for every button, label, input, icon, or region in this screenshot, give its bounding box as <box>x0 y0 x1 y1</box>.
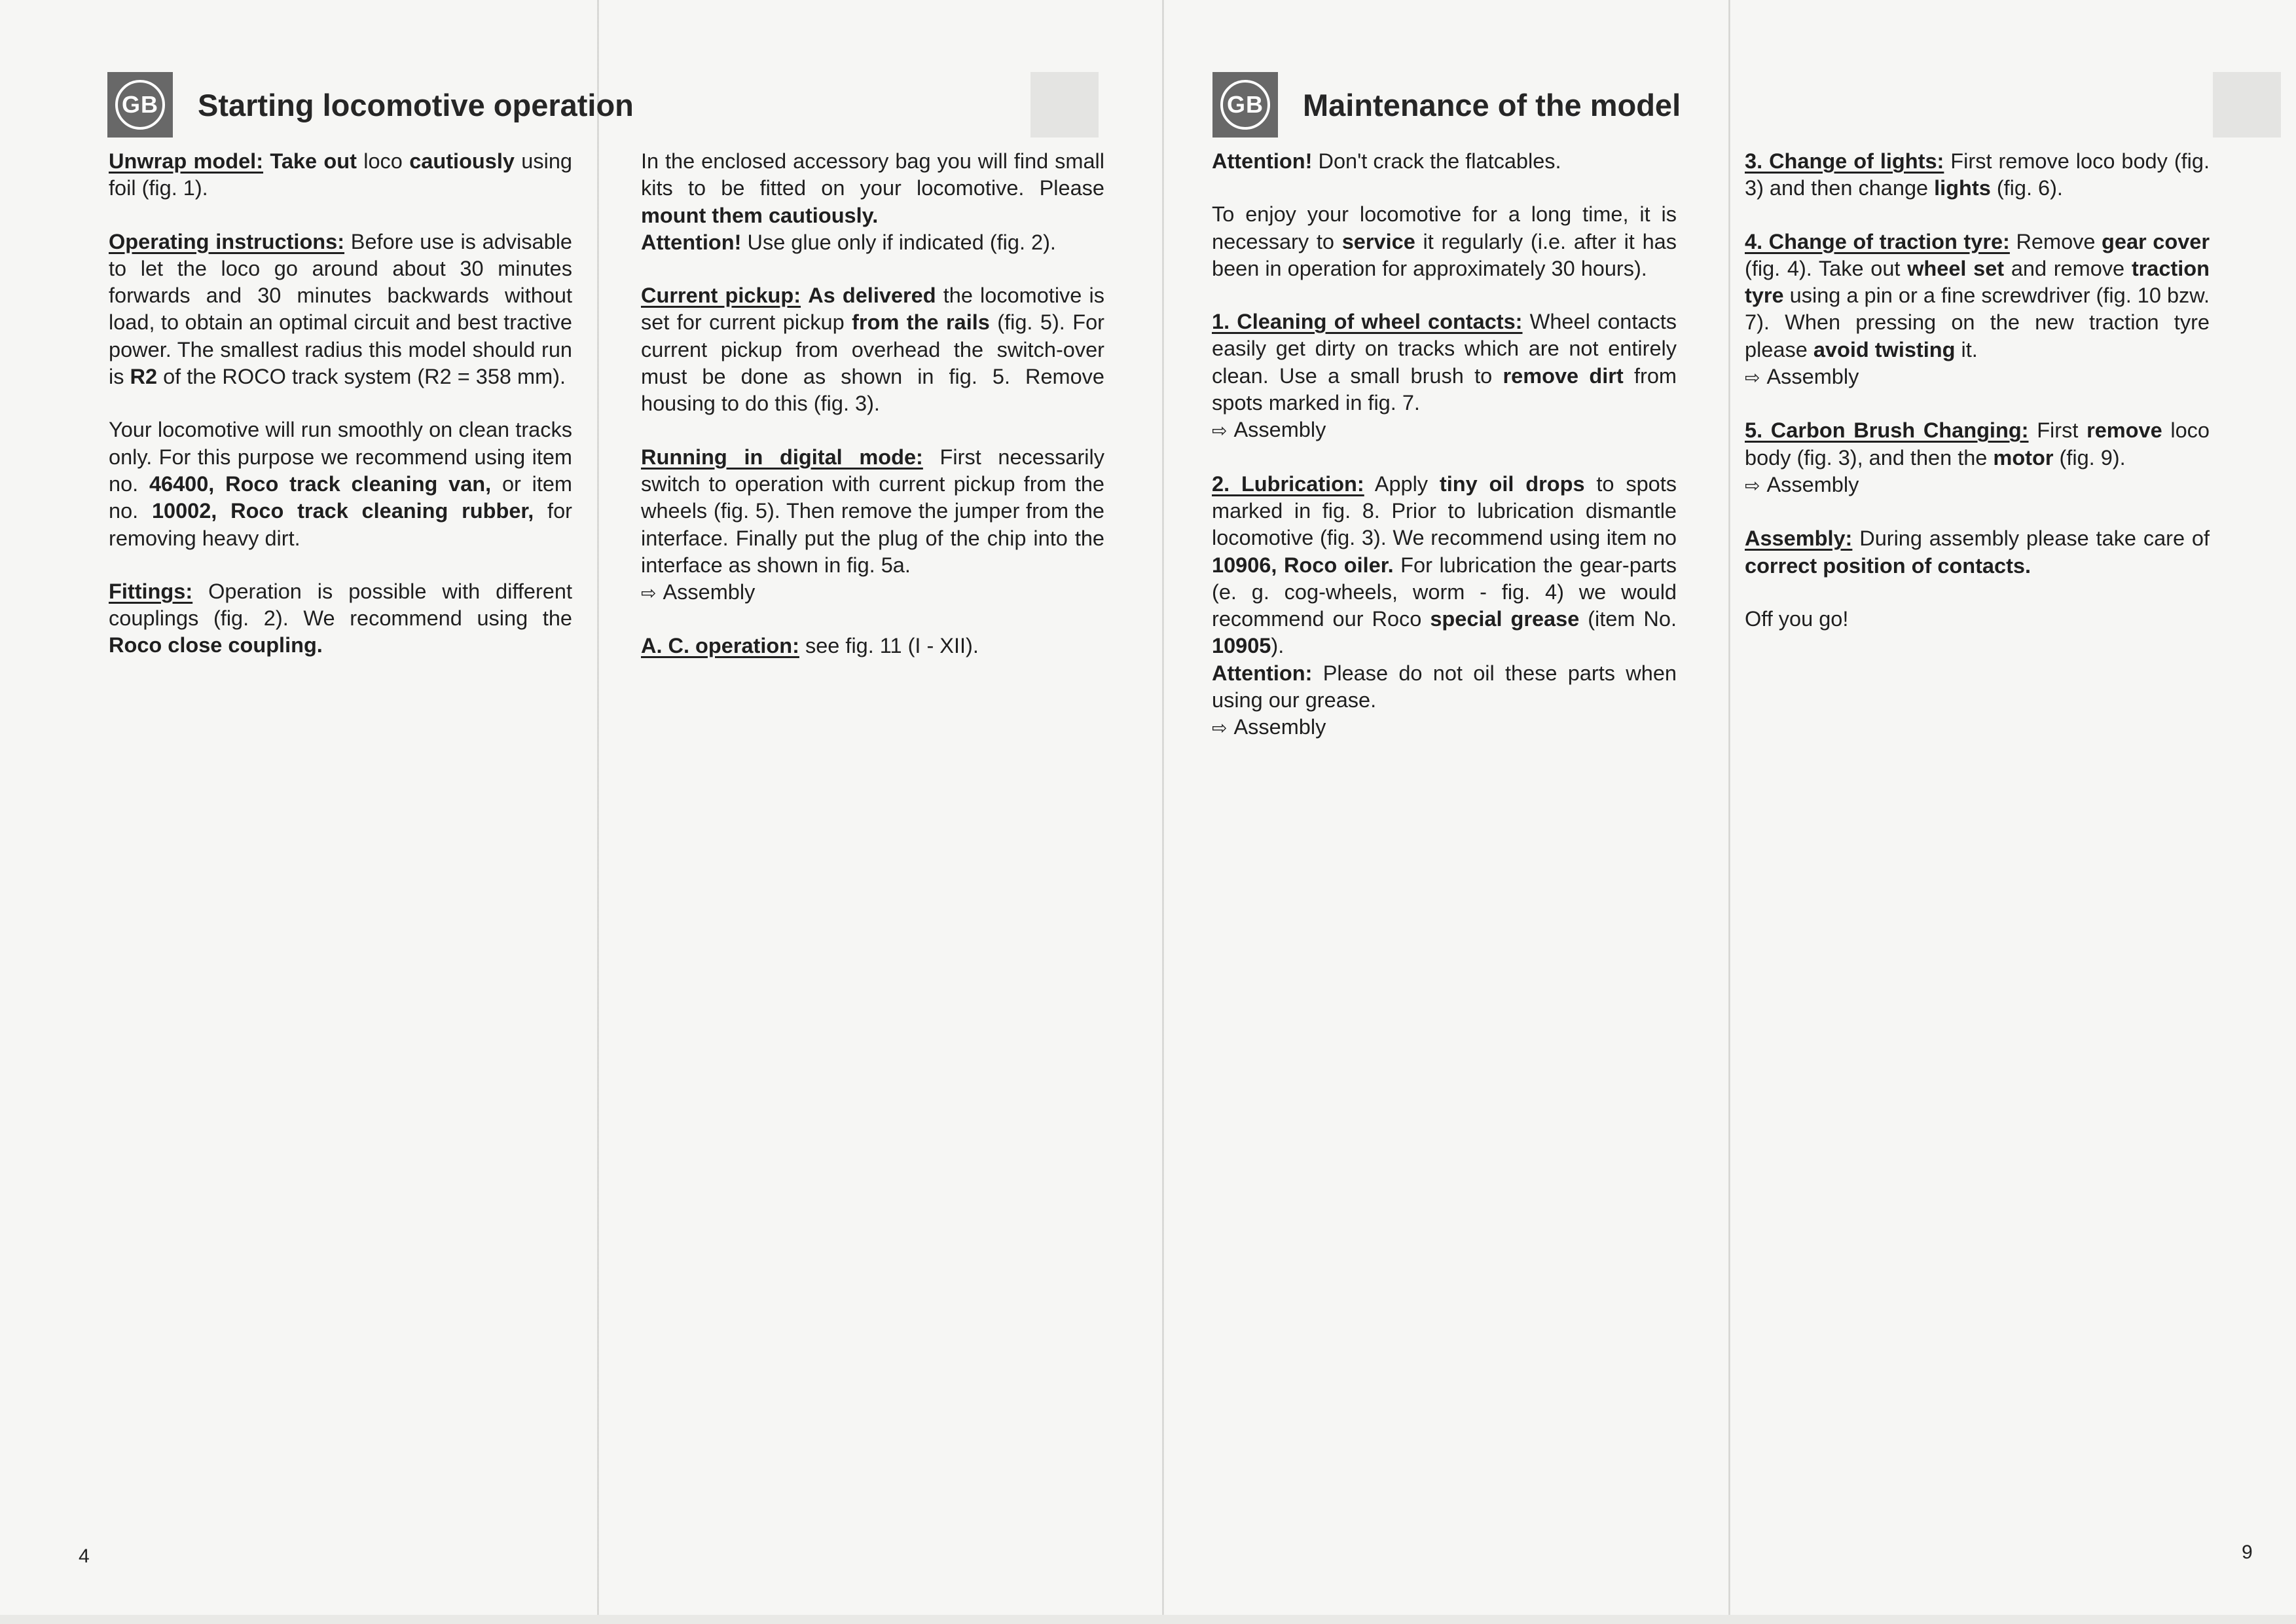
assembly-heading: Assembly: <box>1745 526 1853 551</box>
right-column-2 <box>1745 148 2210 659</box>
left-page-header <box>107 72 634 138</box>
page-fold <box>597 0 599 1624</box>
unwrap-heading: Unwrap model: <box>109 149 264 173</box>
assembly-paragraph: Assembly: During assembly please take care of correct position of contacts. <box>1745 526 2210 578</box>
paper-edge <box>0 1615 2296 1624</box>
language-badge <box>107 72 173 138</box>
lights-paragraph: 3. Change of lights: First remove loco body (fig. 3) and then change lights (fig. 6). <box>1745 149 2210 200</box>
right-column-1 <box>1212 148 1677 768</box>
assembly-note: ⇨ Assembly <box>641 579 1104 606</box>
assembly-note: ⇨ Assembly <box>1212 416 1677 444</box>
gb-flag-icon: GB <box>1220 80 1270 130</box>
arrow-right-outline-icon: ⇨ <box>1745 475 1760 496</box>
enjoy-paragraph: To enjoy your locomotive for a long time, it is necessary to service it regularly (i.e. after it has been in operation for approximately 30 hours). <box>1212 202 1677 280</box>
off-you-go: Off you go! <box>1745 606 1849 631</box>
operating-paragraph: Operating instructions: Before use is advisable to let the loco go around about 30 minutes forwards and 30 minutes backwards without load, to obtain an optimal circuit and best tractive power. The smallest radius this model should run is R2 of the ROCO track system (R2 = 358 mm). <box>109 229 572 389</box>
ac-paragraph: A. C. operation: see fig. 11 (I - XII). <box>641 634 979 658</box>
traction-tyre-paragraph: 4. Change of traction tyre: Remove gear cover (fig. 4). Take out wheel set and remove traction tyre using a pin or a fine screwdriver (fig. 10 bzw. 7). When pressing on the new traction tyre please avoid twisting it. ⇨ Assembly <box>1745 229 2210 392</box>
assembly-note: ⇨ Assembly <box>1745 471 2210 499</box>
digital-heading: Running in digital mode: <box>641 445 923 469</box>
left-column-1 <box>109 148 572 686</box>
cleaning-paragraph: Your locomotive will run smoothly on clean tracks only. For this purpose we recommend using item no. 46400, Roco track cleaning van, or item no. 10002, Roco track cleaning rubber, for removing heavy dirt. <box>109 418 572 550</box>
carbon-brush-paragraph: 5. Carbon Brush Changing: First remove loco body (fig. 3), and then the motor (fig. 9). ⇨ Assembly <box>1745 417 2210 499</box>
ac-heading: A. C. operation: <box>641 634 799 658</box>
page-title: Maintenance of the model <box>1303 87 1681 122</box>
pickup-heading: Current pickup: <box>641 284 801 308</box>
lubrication-paragraph: 2. Lubrication: Apply tiny oil drops to spots marked in fig. 8. Prior to lubrication dismantle locomotive (fig. 3). We recommend using item no 10906, Roco oiler. For lubrication the gear-parts (e. g. cog-wheels, worm - fig. 4) we would recommend our Roco special grease (item No. 10905). Attention: Please do not oil these parts when using our grease. ⇨ Assembly <box>1212 471 1677 742</box>
page-fold <box>1162 0 1164 1624</box>
attention-paragraph: Attention! Don't crack the flatcables. <box>1212 149 1561 173</box>
unwrap-paragraph: Unwrap model: Take out loco cautiously using foil (fig. 1). <box>109 149 572 200</box>
wheel-contacts-heading: 1. Cleaning of wheel contacts: <box>1212 310 1523 334</box>
kits-paragraph: In the enclosed accessory bag you will find small kits to be fitted on your locomotive. Please mount them cautiously. Attention! Use glue only if indicated (fig. 2). <box>641 149 1104 254</box>
wheel-contacts-paragraph: 1. Cleaning of wheel contacts: Wheel contacts easily get dirty on tracks which are not entirely clean. Use a small brush to remove dirt from spots marked in fig. 7. ⇨ Assembly <box>1212 308 1677 444</box>
right-page-header <box>1212 72 1681 138</box>
arrow-right-outline-icon: ⇨ <box>1212 718 1228 739</box>
left-column-2 <box>641 148 1104 686</box>
arrow-right-outline-icon: ⇨ <box>641 583 657 604</box>
fittings-heading: Fittings: <box>109 579 193 603</box>
language-badge <box>1212 72 1278 138</box>
page-number: 4 <box>79 1545 90 1567</box>
carbon-brush-heading: 5. Carbon Brush Changing: <box>1745 418 2029 443</box>
operating-heading: Operating instructions: <box>109 229 345 253</box>
bleed-through-badge <box>1030 72 1099 138</box>
page-fold <box>1728 0 1730 1624</box>
page-number: 9 <box>2242 1541 2253 1563</box>
assembly-note: ⇨ Assembly <box>1212 714 1677 741</box>
bleed-through-badge <box>2213 72 2281 138</box>
arrow-right-outline-icon: ⇨ <box>1212 420 1228 441</box>
traction-tyre-heading: 4. Change of traction tyre: <box>1745 229 2010 253</box>
gb-flag-icon: GB <box>115 80 165 130</box>
fittings-paragraph: Fittings: Operation is possible with different couplings (fig. 2). We recommend using the Roco close coupling. <box>109 579 572 657</box>
page-title: Starting locomotive operation <box>198 87 634 122</box>
pickup-paragraph: Current pickup: As delivered the locomotive is set for current pickup from the rails (fig. 5). For current pickup from overhead the switch-over must be done as shown in fig. 5. Remove housing to do this (fig. 3). <box>641 284 1104 416</box>
lights-heading: 3. Change of lights: <box>1745 149 1944 173</box>
digital-paragraph: Running in digital mode: First necessarily switch to operation with current pickup from the wheels (fig. 5). Then remove the jumper from the interface. Finally put the plug of the chip into the interface as shown in fig. 5a. ⇨ Assembly <box>641 444 1104 607</box>
arrow-right-outline-icon: ⇨ <box>1745 367 1760 388</box>
assembly-note: ⇨ Assembly <box>1745 363 2210 391</box>
lubrication-heading: 2. Lubrication: <box>1212 471 1364 496</box>
